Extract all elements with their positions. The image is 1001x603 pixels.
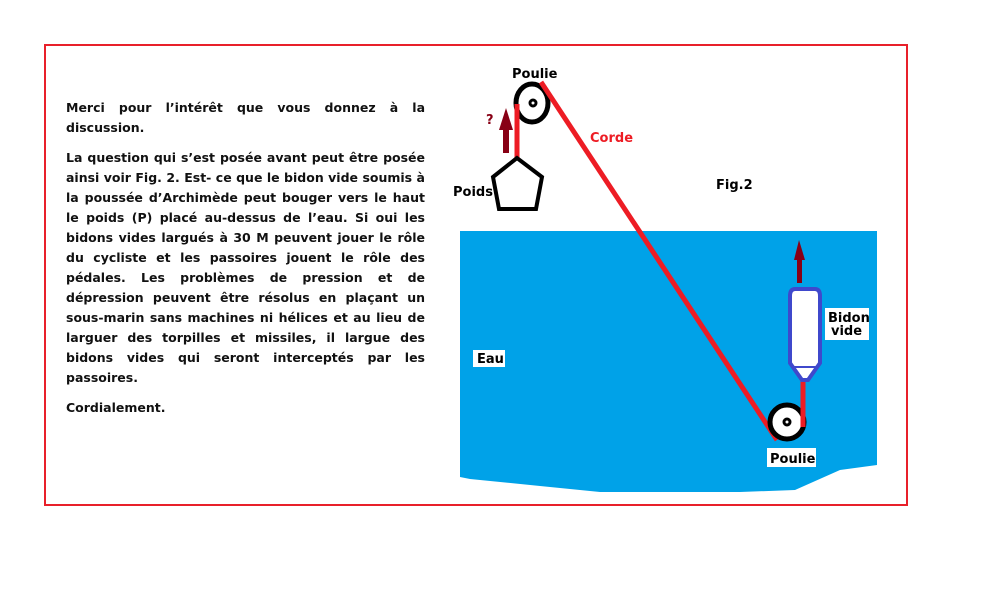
weight-label: Poids <box>453 185 493 200</box>
bidon-label: Bidon <box>828 311 870 326</box>
paragraph: La question qui s’est posée avant peut être posée ainsi voir Fig. 2. Est- ce que le bidon vide soumis à la poussée d’Archimède peut bouger vers le haut le poids (P) placé au-dessus de l’eau. Si oui les bidons vides largués à 30 M peuvent jouer le rôle du cycliste et les passoires jouent le rôle des pédales. Les problèmes de pression et de dépression peuvent être résolus en plaçant un sous-marin sans machines ni hélices et au lieu de larguer des torpilles et missiles, il largue des bidons vides qui seront interceptés par les passoires. <box>66 150 425 385</box>
water-label: Eau <box>477 352 504 367</box>
paragraph: Merci pour l’intérêt que vous donnez à la discussion. <box>66 100 425 135</box>
pulley-top-label: Poulie <box>512 67 558 82</box>
arrow-up-icon <box>499 108 513 153</box>
paragraph: Cordialement. <box>66 400 166 415</box>
pulley-axle <box>784 419 790 425</box>
fig-label: Fig.2 <box>716 178 753 193</box>
weight-pentagon <box>493 158 542 209</box>
bidon-label-2: vide <box>831 324 863 339</box>
pulley-bottom-label: Poulie <box>770 452 816 467</box>
pulley-axle <box>530 100 536 106</box>
question-mark: ? <box>486 113 494 128</box>
rope-label: Corde <box>590 131 634 146</box>
